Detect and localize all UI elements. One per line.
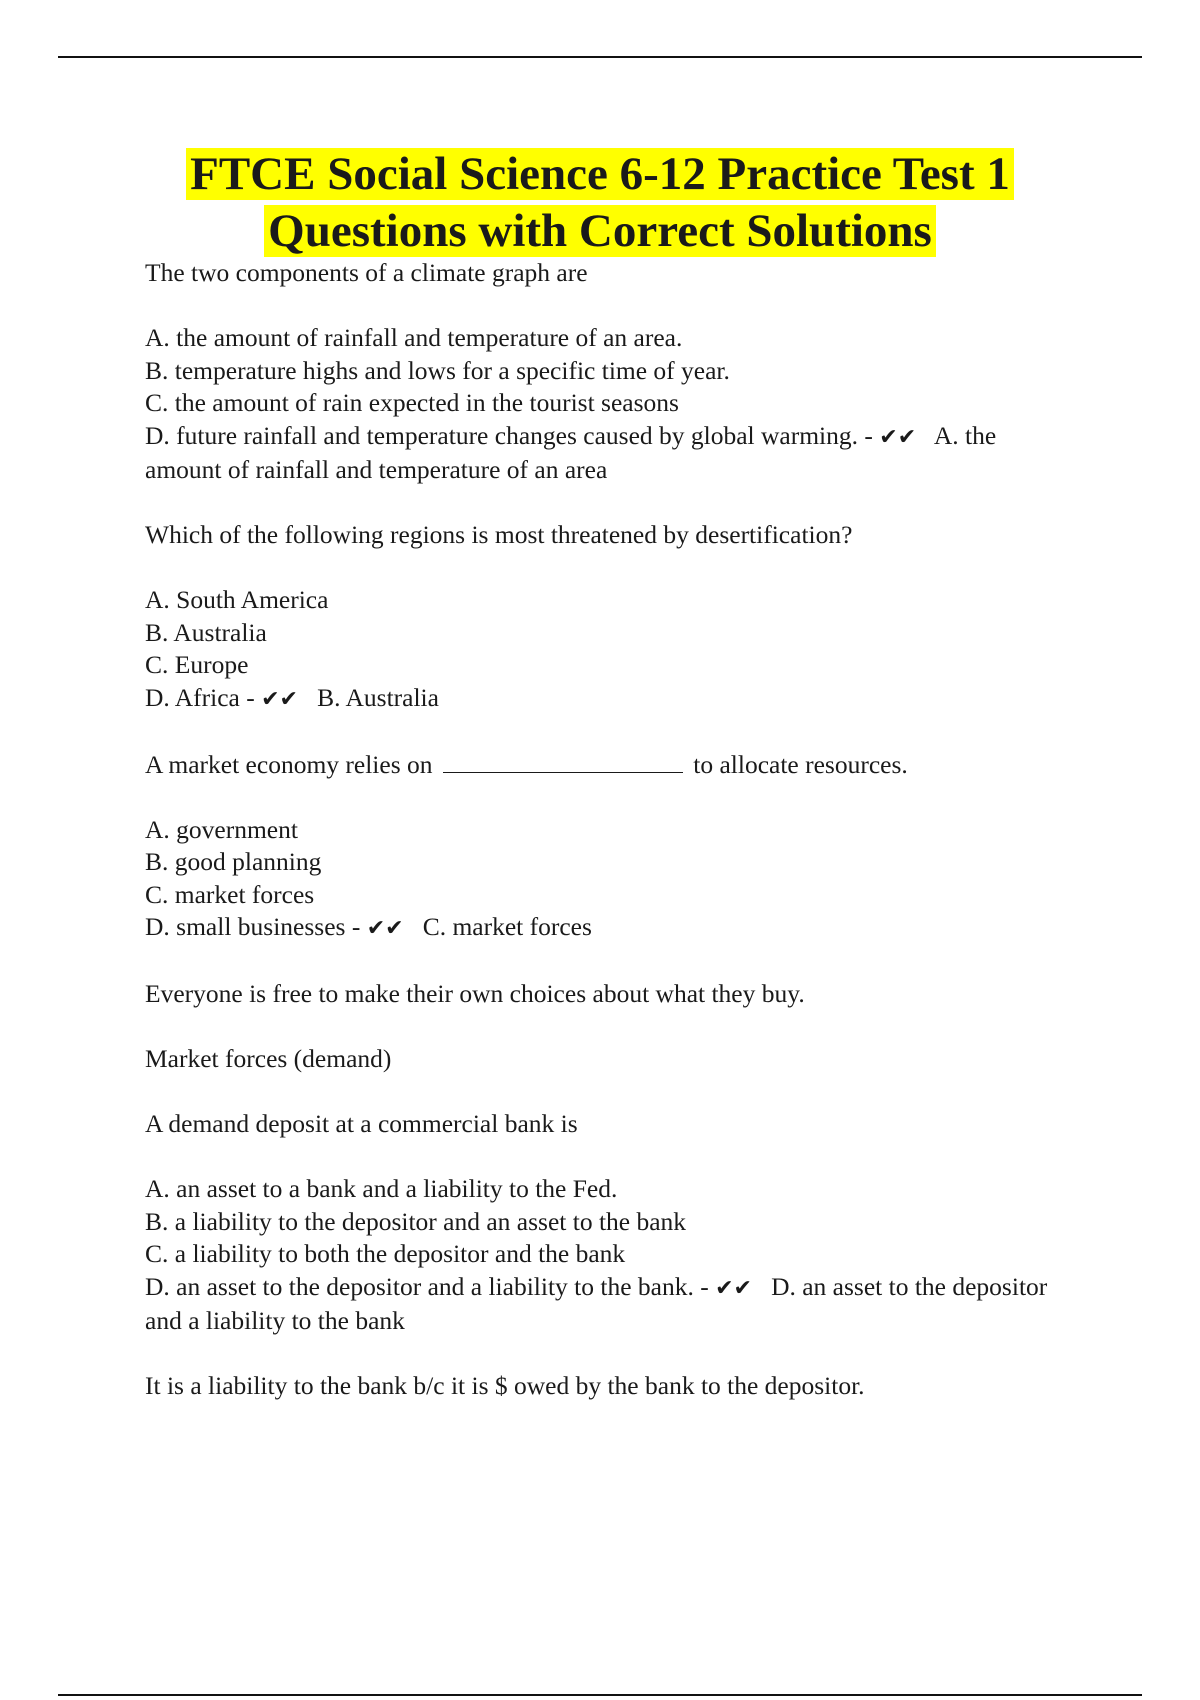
question-1-option-d-with-answer [145, 420, 1065, 487]
question-4-option-d: D. an asset to the depositor and a liability to the bank. - [145, 1271, 709, 1301]
question-2-option-d-with-answer [145, 682, 1065, 717]
title-line-2: Questions with Correct Solutions [264, 205, 936, 257]
question-4-option-b: B. a liability to the depositor and an asset to the bank [145, 1206, 687, 1236]
question-2-option-b: B. Australia [145, 617, 267, 647]
question-3-option-b: B. good planning [145, 847, 322, 876]
document-body [145, 257, 1065, 1403]
fill-in-blank [443, 750, 683, 773]
question-2-answer: B. Australia [317, 682, 439, 712]
question-3-option-a: A. government [145, 814, 298, 844]
document-title [0, 146, 1200, 260]
title-line-1: FTCE Social Science 6-12 Practice Test 1 [186, 148, 1014, 200]
question-2-option-c: C. Europe [145, 650, 249, 679]
question-4-option-d-with-answer [145, 1271, 1065, 1338]
question-1-option-c: C. the amount of rain expected in the tourist seasons [145, 388, 679, 417]
question-4-option-a: A. an asset to a bank and a liability to the Fed. [145, 1174, 618, 1203]
question-1-text: The two components of a climate graph are [145, 258, 588, 287]
question-3-start: A market economy relies on [145, 749, 433, 779]
question-3-text [145, 749, 1065, 782]
question-2-option-d: D. Africa - [145, 682, 255, 712]
question-3-end: to allocate resources. [693, 749, 908, 779]
question-3-option-c: C. market forces [145, 879, 315, 909]
question-4-explanation: It is a liability to the bank b/c it is $ owed by the bank to the depositor. [145, 1371, 865, 1400]
check-mark-icon: ✔✔ [366, 916, 404, 941]
question-4-option-c: C. a liability to both the depositor and the bank [145, 1239, 626, 1268]
question-2-text: Which of the following regions is most threatened by desertification? [145, 520, 853, 549]
question-3-option-d: D. small businesses - [145, 912, 361, 941]
top-rule [58, 56, 1142, 58]
question-3-answer: C. market forces [422, 912, 592, 941]
question-4-answer: D. an asset to the depositor and a liability to the bank [145, 1271, 1048, 1335]
check-mark-icon: ✔✔ [715, 1275, 752, 1301]
question-2-option-a: A. South America [145, 585, 329, 614]
question-3-explanation-1: Everyone is free to make their own choices about what they buy. [145, 979, 805, 1008]
bottom-rule [58, 1694, 1142, 1696]
question-4-text: A demand deposit at a commercial bank is [145, 1109, 578, 1138]
question-1-answer: A. the amount of rainfall and temperature of an area [145, 420, 997, 484]
question-1-option-a: A. the amount of rainfall and temperature of an area. [145, 323, 683, 352]
question-1-option-b: B. temperature highs and lows for a specific time of year. [145, 355, 730, 385]
question-1-option-d: D. future rainfall and temperature changes caused by global warming. - [145, 420, 873, 450]
question-3-explanation-2: Market forces (demand) [145, 1044, 392, 1073]
question-3-option-d-with-answer [145, 911, 1065, 946]
check-mark-icon: ✔✔ [879, 424, 917, 450]
check-mark-icon: ✔✔ [261, 686, 298, 712]
